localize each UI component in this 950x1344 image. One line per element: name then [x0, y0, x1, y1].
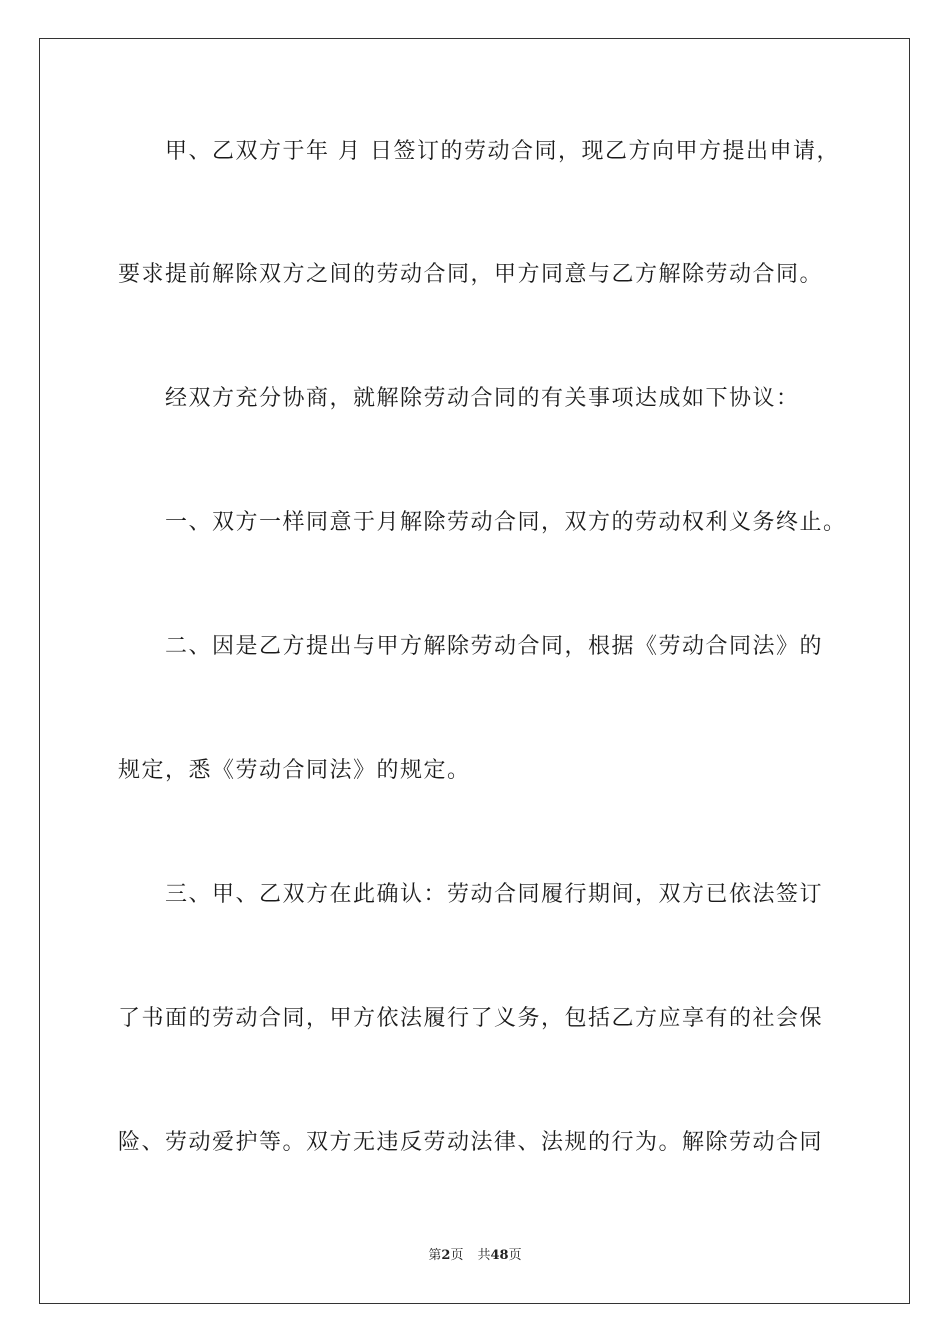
total-label-suffix: 页 — [508, 1248, 522, 1263]
paragraph-line-4: 一、双方一样同意于月解除劳动合同，双方的劳动权利义务终止。 — [165, 510, 847, 535]
paragraph-line-6: 规定，悉《劳动合同法》的规定。 — [118, 758, 471, 783]
page-label-suffix: 页 — [450, 1248, 464, 1263]
current-page-number: 2 — [441, 1248, 451, 1263]
paragraph-line-9: 险、劳动爱护等。双方无违反劳动法律、法规的行为。解除劳动合同 — [118, 1130, 824, 1155]
total-label-prefix: 共 — [477, 1248, 491, 1263]
total-pages-number: 48 — [490, 1248, 509, 1263]
paragraph-line-2: 要求提前解除双方之间的劳动合同，甲方同意与乙方解除劳动合同。 — [118, 262, 824, 287]
paragraph-line-3: 经双方充分协商，就解除劳动合同的有关事项达成如下协议： — [165, 386, 800, 411]
paragraph-line-1: 甲、乙双方于年 月 日签订的劳动合同，现乙方向甲方提出申请， — [165, 139, 840, 164]
paragraph-line-7: 三、甲、乙双方在此确认：劳动合同履行期间，双方已依法签订 — [165, 882, 824, 907]
page-footer — [0, 1247, 950, 1265]
paragraph-line-5: 二、因是乙方提出与甲方解除劳动合同，根据《劳动合同法》的 — [165, 634, 824, 659]
page-label-prefix: 第 — [428, 1248, 442, 1263]
page-frame — [39, 38, 910, 1304]
paragraph-line-8: 了书面的劳动合同，甲方依法履行了义务，包括乙方应享有的社会保 — [118, 1006, 824, 1031]
